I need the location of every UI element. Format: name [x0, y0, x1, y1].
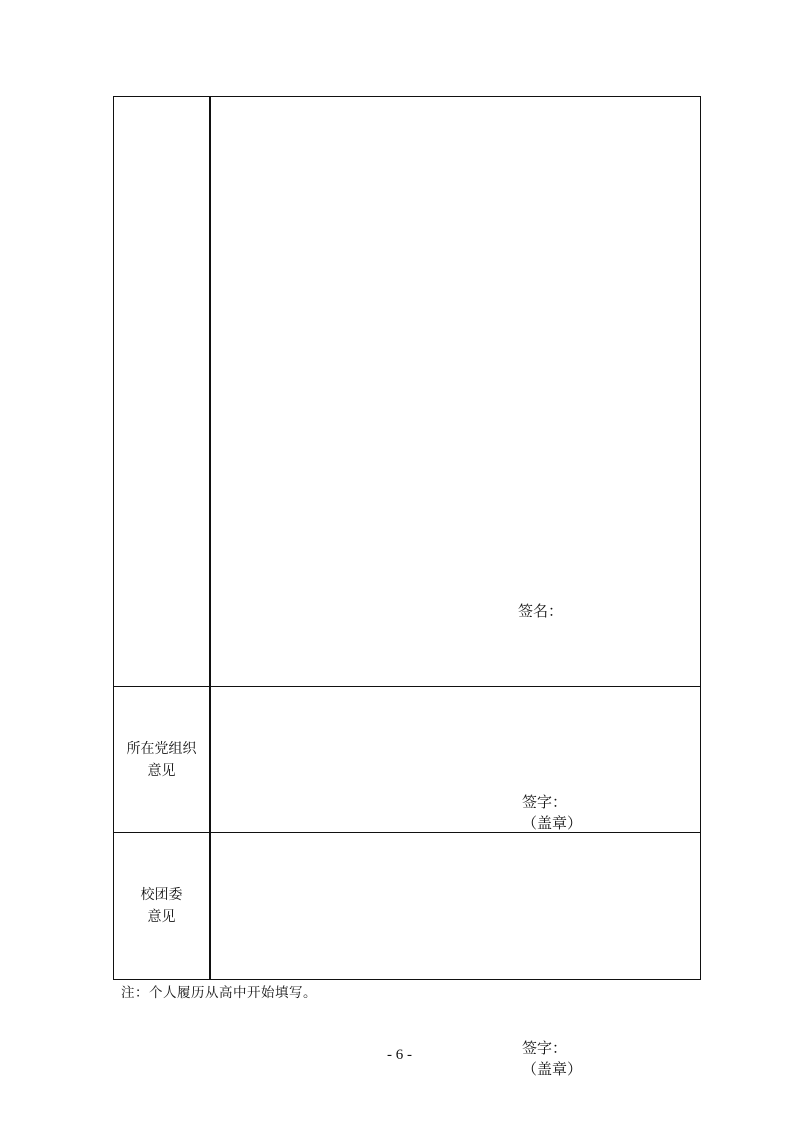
page-number: - 6 -	[387, 1047, 412, 1063]
youth-league-label-line-2: 意见	[147, 909, 176, 925]
party-organization-label-cell	[114, 687, 209, 832]
youth-league-seal-label: （盖章）	[522, 1060, 583, 1078]
party-organization-opinion-cell[interactable]	[209, 687, 700, 832]
party-organization-seal-label: （盖章）	[522, 814, 583, 832]
youth-league-label-line-1: 校团委	[140, 887, 183, 903]
form-row-personal	[114, 97, 700, 686]
row-content-cell[interactable]	[209, 97, 700, 686]
form-row-party-organization	[114, 686, 700, 832]
youth-league-label-cell	[114, 833, 209, 979]
signature-label: 签名：	[518, 602, 564, 620]
party-organization-label-line-1: 所在党组织	[126, 740, 197, 757]
row-label-cell	[114, 97, 209, 686]
youth-league-signature-label: 签字：	[522, 1039, 568, 1057]
party-organization-signature-label: 签字：	[522, 793, 568, 811]
form-footnote: 注：个人履历从高中开始填写。	[121, 985, 317, 1001]
party-organization-label-line-2: 意见	[147, 762, 176, 779]
